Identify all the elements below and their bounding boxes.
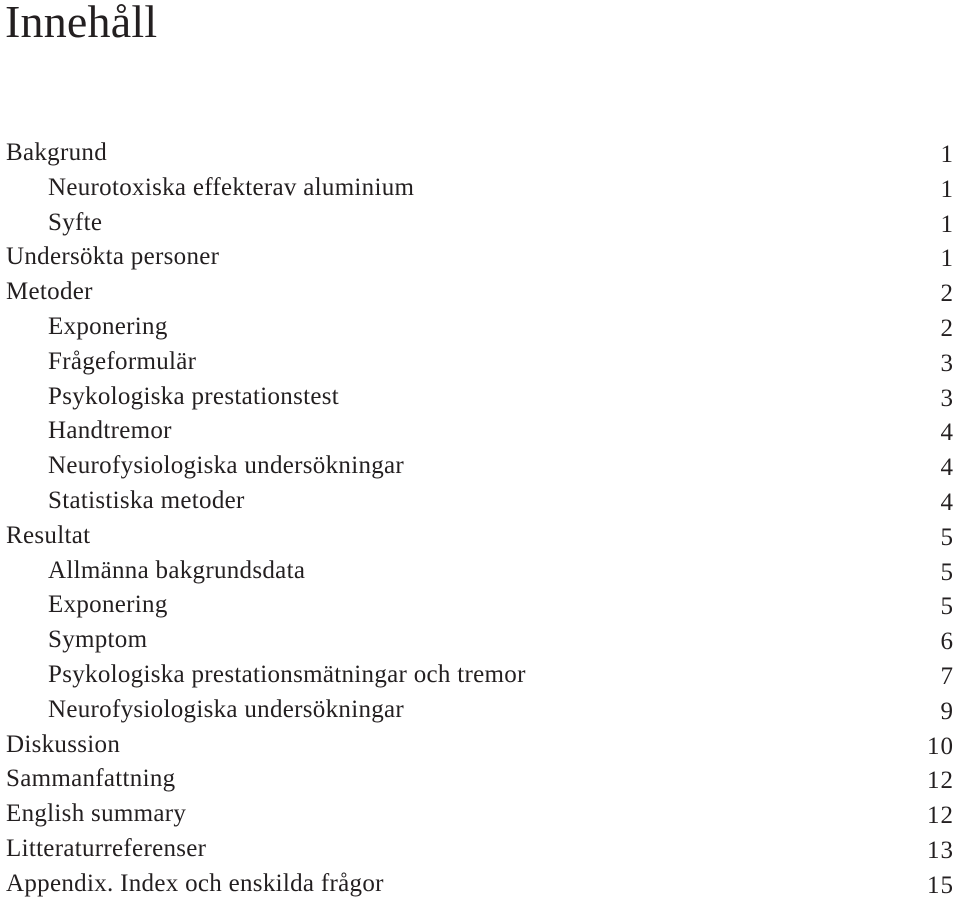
- toc-entry[interactable]: [0, 310, 960, 345]
- toc-entry-page-number: 5: [940, 523, 954, 551]
- toc-entry[interactable]: [0, 136, 960, 171]
- toc-entry-page-number: 13: [927, 836, 954, 864]
- toc-entry-label: Resultat: [6, 521, 91, 549]
- toc-entry-page-number: 15: [927, 871, 954, 899]
- toc-entry-label: Syfte: [48, 208, 103, 236]
- toc-entry-page-number: 6: [940, 628, 954, 656]
- toc-entry-page-number: 12: [927, 767, 954, 795]
- toc-entry-page-number: 3: [940, 349, 954, 377]
- page-title: Innehåll: [5, 0, 158, 47]
- toc-entry[interactable]: [0, 693, 960, 728]
- toc-entry-label: Sammanfattning: [6, 765, 176, 793]
- toc-entry-page-number: 5: [940, 558, 954, 586]
- toc-entry[interactable]: [0, 380, 960, 415]
- toc-entry[interactable]: [0, 728, 960, 763]
- toc-entry[interactable]: [0, 797, 960, 832]
- toc-entry[interactable]: [0, 484, 960, 519]
- toc-entry[interactable]: [0, 345, 960, 380]
- toc-entry-label: Exponering: [48, 312, 168, 340]
- toc-entry-label: Frågeformulär: [48, 347, 197, 375]
- toc-entry-page-number: 3: [940, 384, 954, 412]
- toc-entry-page-number: 9: [940, 697, 954, 725]
- toc-entry-label: Neurofysiologiska undersökningar: [48, 695, 405, 723]
- toc-entry-label: Neurofysiologiska undersökningar: [48, 452, 405, 480]
- toc-entry-label: Metoder: [6, 278, 93, 306]
- toc-entry[interactable]: [0, 554, 960, 589]
- toc-entry-label: Handtremor: [48, 417, 172, 445]
- toc-entry[interactable]: [0, 206, 960, 241]
- toc-entry[interactable]: [0, 519, 960, 554]
- toc-entry-page-number: 4: [940, 488, 954, 516]
- toc-entry-label: Symptom: [48, 626, 148, 654]
- toc-entry[interactable]: [0, 588, 960, 623]
- toc-entry-page-number: 1: [940, 141, 954, 168]
- toc-entry[interactable]: [0, 623, 960, 658]
- toc-entry-label: Diskussion: [6, 730, 121, 758]
- toc-entry-label: Statistiska metoder: [48, 486, 245, 514]
- toc-entry-label: English summary: [6, 800, 187, 828]
- toc-entry[interactable]: [0, 658, 960, 693]
- toc-entry-page-number: 4: [940, 419, 954, 447]
- toc-entry[interactable]: [0, 832, 960, 867]
- toc-entry-page-number: 1: [940, 210, 954, 238]
- toc-entry-page-number: 7: [940, 662, 954, 690]
- toc-entry[interactable]: [0, 240, 960, 275]
- toc-entry[interactable]: [0, 762, 960, 797]
- toc-entry[interactable]: [0, 414, 960, 449]
- toc-entry-page-number: 12: [927, 802, 954, 830]
- toc-entry[interactable]: [0, 275, 960, 310]
- toc-entry-page-number: 10: [927, 732, 954, 760]
- toc-entry-page-number: 5: [940, 593, 954, 621]
- table-of-contents: [0, 136, 960, 902]
- toc-entry-page-number: 2: [940, 314, 954, 342]
- toc-entry-label: Psykologiska prestationstest: [48, 382, 340, 410]
- toc-entry-page-number: 1: [940, 245, 954, 273]
- toc-entry-label: Litteraturreferenser: [6, 834, 207, 862]
- toc-entry-label: Appendix. Index och enskilda frågor: [6, 869, 384, 897]
- toc-entry-page-number: 2: [940, 280, 954, 308]
- toc-entry-label: Exponering: [48, 591, 168, 619]
- toc-entry-label: Bakgrund: [6, 139, 107, 166]
- toc-entry-label: Undersökta personer: [6, 243, 220, 271]
- toc-entry[interactable]: [0, 867, 960, 902]
- toc-entry-page-number: 1: [940, 175, 954, 203]
- toc-entry-label: Psykologiska prestationsmätningar och tremor: [48, 660, 526, 688]
- toc-entry-label: Allmänna bakgrundsdata: [48, 556, 306, 584]
- toc-entry[interactable]: [0, 449, 960, 484]
- toc-entry-label: Neurotoxiska effekterav aluminium: [48, 173, 415, 201]
- toc-entry-page-number: 4: [940, 454, 954, 482]
- toc-entry[interactable]: [0, 171, 960, 206]
